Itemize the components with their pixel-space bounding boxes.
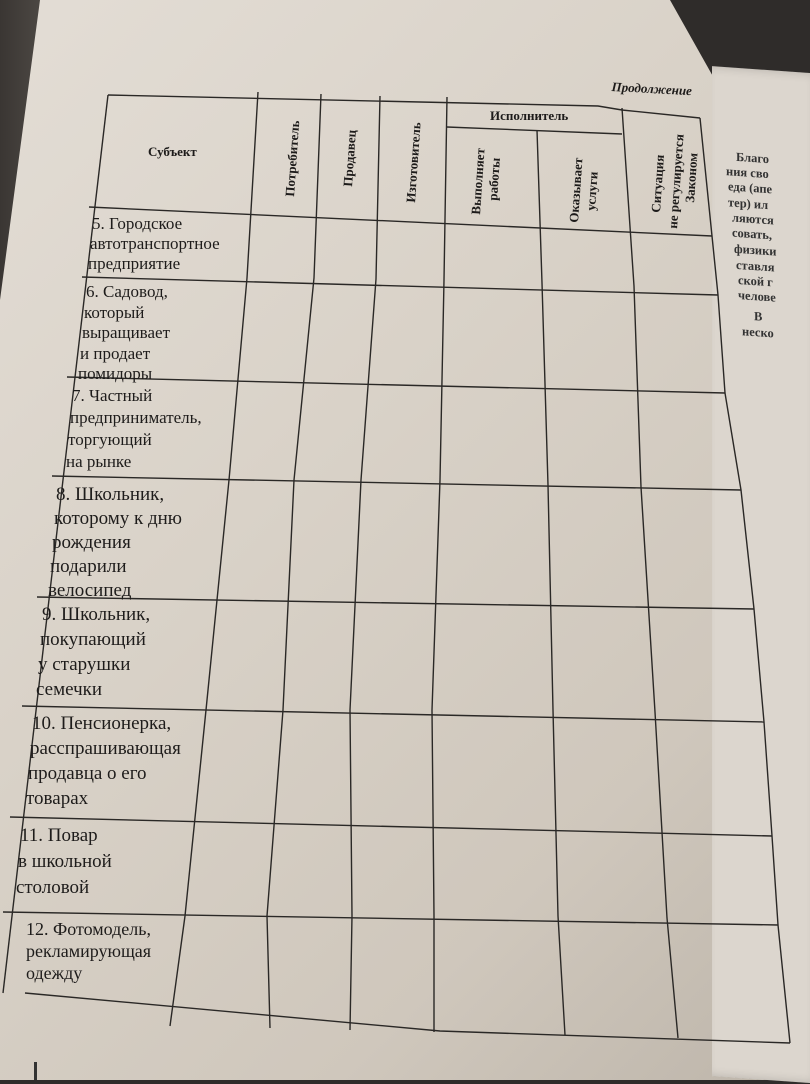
grid-line [432,97,447,1032]
row-line: рождения [52,532,131,553]
row-line: 7. Частный [72,386,153,405]
row-line: велосипед [48,580,132,601]
row-line: подарили [50,556,127,577]
row-subject-7 [66,385,202,473]
facing-text-line: ской г [738,272,773,290]
facing-text-line: ляются [732,210,774,228]
row-line: расспрашивающая [30,738,181,759]
seller-header: Продавец [340,129,359,188]
grid-line [82,277,718,295]
facing-text-line: неско [742,324,774,341]
grid-line [447,127,622,134]
grid-line [108,95,700,118]
row-line: 6. Садовод, [86,282,168,301]
row-subject-9 [36,602,151,702]
row-line: предприниматель, [70,408,202,427]
row-subject-5 [88,214,220,274]
row-line: и продает [80,343,151,363]
grid-line [350,96,380,1030]
row-subject-12 [14,918,151,984]
not-regulated-header-line2: не регулируется [665,133,687,230]
provides-services-header-line1: Оказывает [566,157,586,224]
facing-text-line: тер) ил [728,195,769,213]
not-regulated-header-line1: Ситуация [648,154,668,214]
grid-line [10,817,772,836]
manufacturer-header: Изготовитель [403,121,424,204]
performs-work-header-line2: работы [485,157,503,202]
row-line: который [84,302,145,322]
row-line: предприятие [88,254,181,273]
row-line: автотранспортное [90,234,220,253]
provides-services-header-line2: услуги [583,171,601,212]
consumer-header: Потребитель [282,119,303,198]
row-line: столовой [16,877,90,898]
row-line: рекламирующая [26,941,152,961]
grid-line [267,94,321,1028]
row-line: выращивает [82,323,171,342]
row-subject-10 [26,711,181,811]
row-line: 10. Пенсионерка, [32,713,172,734]
facing-text-line: еда (апе [728,179,773,197]
executor-header: Исполнитель [490,108,569,123]
row-line: 12. Фотомодель, [26,919,151,939]
facing-text-line: физики [734,241,777,259]
row-line: 8. Школьник, [56,484,165,505]
grid-line [700,118,790,1043]
row-line: на рынке [66,452,132,471]
row-line: товарах [26,788,89,809]
row-subject-6 [78,282,171,385]
row-line: продавца о его [28,763,147,784]
row-line: которому к дню [54,508,182,529]
row-line: 11. Повар [20,825,98,846]
row-line: одежду [26,963,83,983]
facing-text-line: Благо [736,149,769,167]
row-line: семечки [36,679,103,700]
row-line: покупающий [40,629,146,650]
row-subject-11 [16,823,112,901]
row-line: у старушки [38,654,131,675]
grid-line [622,108,678,1038]
row-line: 9. Школьник, [42,604,151,625]
facing-text-line: ставля [736,257,775,275]
performs-work-header-line1: Выполняет [468,147,488,216]
facing-text-line: В [754,309,763,324]
row-line: помидоры [78,364,153,383]
facing-text-line: ния сво [726,164,769,182]
row-subject-8 [48,483,182,603]
subject-header: Субъект [148,144,197,159]
row-line: торгующий [68,430,152,449]
not-regulated-header-line3: Законом [682,152,701,204]
row-line: в школьной [18,851,112,872]
grid-line [537,130,565,1035]
continuation-label: Продолжение [611,79,693,99]
facing-text-line: совать, [732,225,773,243]
row-line: 5. Городское [92,214,183,233]
page-edge-mark [34,1062,37,1080]
facing-text-line: челове [738,287,776,305]
